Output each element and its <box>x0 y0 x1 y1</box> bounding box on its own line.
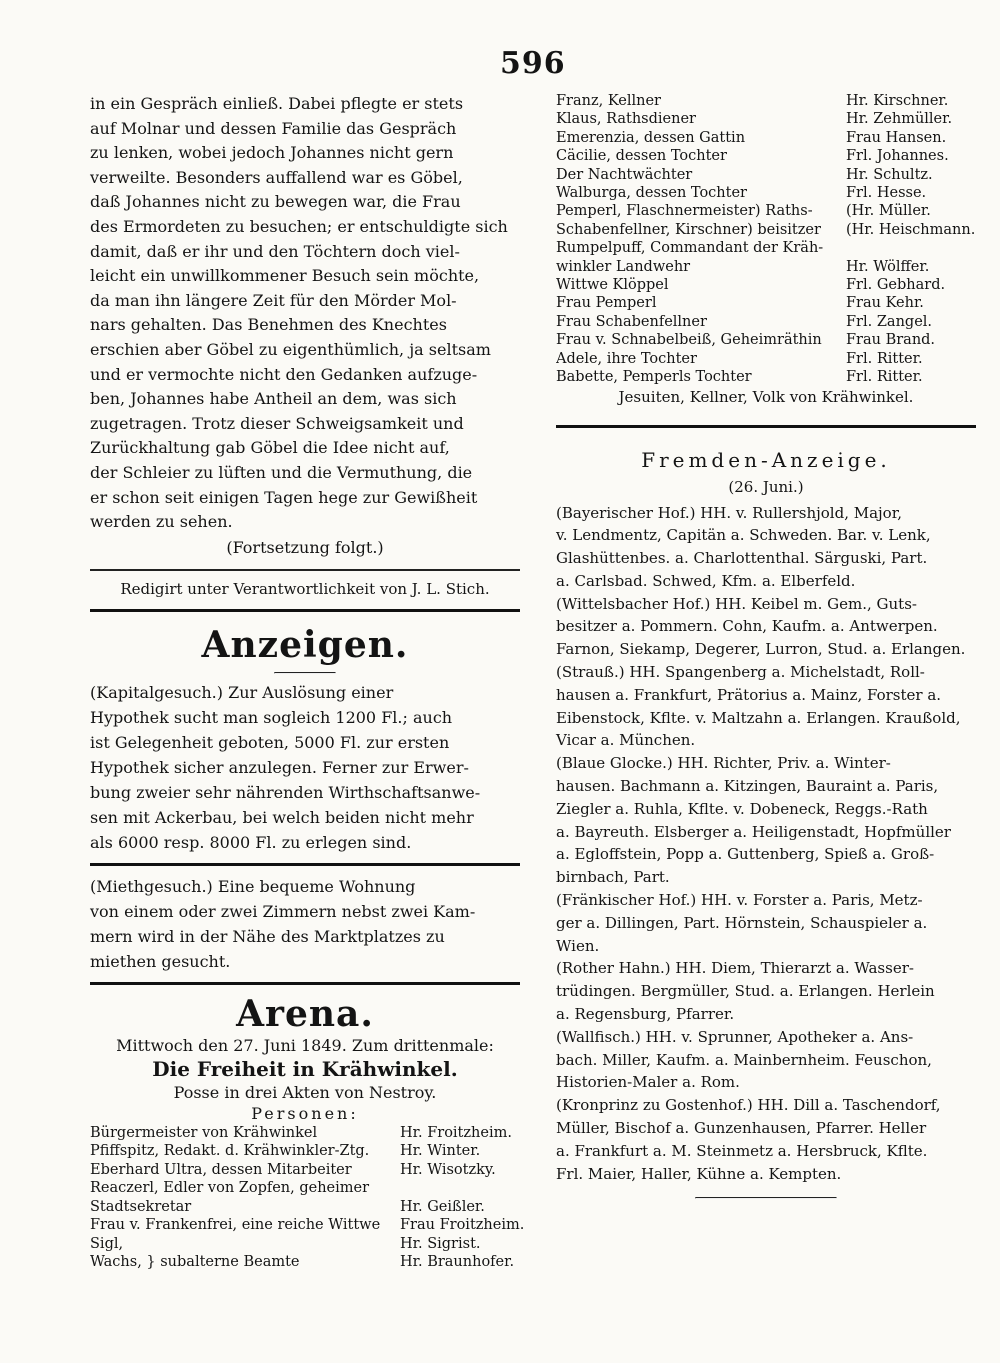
actor-name: Hr. Zehmüller. <box>846 111 953 128</box>
actor-name: (Hr. Heischmann. <box>846 221 976 238</box>
cast-footer: Jesuiten, Kellner, Volk von Krähwinkel. <box>618 387 914 406</box>
continued-note: (Fortsetzung folgt.) <box>226 537 384 557</box>
actor-name: Hr. Geißler. <box>400 1198 485 1215</box>
role-name: Wittwe Klöppel <box>556 277 669 294</box>
cast-row <box>556 184 976 202</box>
text-line: Glashüttenbes. a. Charlottenthal. Särguski, Part. <box>556 549 928 568</box>
actor-name <box>400 1179 520 1198</box>
divider <box>90 982 520 985</box>
text-line: (Blaue Glocke.) HH. Richter, Priv. a. Winter- <box>556 754 891 773</box>
cast-row <box>90 1161 520 1180</box>
actor-name: (Hr. Müller. <box>846 203 931 220</box>
actor-name: Frl. Zangel. <box>846 313 933 330</box>
role-name: Pfiffspitz, Redakt. d. Krähwinkler-Ztg. <box>90 1143 370 1160</box>
cast-row <box>556 331 976 349</box>
text-line: a. Regensburg, Pfarrer. <box>556 1005 735 1024</box>
text-line: Müller, Bischof a. Gunzenhausen, Pfarrer. Heller <box>556 1119 927 1138</box>
cast-row <box>556 258 976 276</box>
actor-name: Hr. Winter. <box>400 1143 481 1160</box>
page-number: 596 <box>500 46 566 81</box>
role-name: Babette, Pemperls Tochter <box>556 369 752 386</box>
text-line: hausen a. Frankfurt, Prätorius a. Mainz, Forster a. <box>556 685 942 704</box>
persons-label: Personen: <box>251 1103 359 1123</box>
role-name: Walburga, dessen Tochter <box>556 185 747 202</box>
cast-row <box>90 1216 525 1235</box>
divider <box>90 609 520 612</box>
arena-title: Arena. <box>236 992 374 1035</box>
role-name: winkler Landwehr <box>556 258 691 275</box>
text-line: trüdingen. Bergmüller, Stud. a. Erlangen. Herlein <box>556 982 935 1001</box>
text-line: a. Carlsbad. Schwed, Kfm. a. Elberfeld. <box>556 571 856 590</box>
text-line: (Bayerischer Hof.) HH. v. Rullershjold, Major, <box>556 503 903 522</box>
text-line: Ziegler a. Ruhla, Kflte. v. Dobeneck, Reggs.-Rath <box>556 799 928 818</box>
divider <box>274 672 336 674</box>
cast-row <box>90 1198 520 1217</box>
actor-name: Frl. Gebhard. <box>846 277 946 294</box>
role-name: Frau v. Frankenfrei, eine reiche Wittwe <box>90 1217 381 1234</box>
role-name: Frau Schabenfellner <box>556 313 707 330</box>
cast-row <box>556 92 976 110</box>
text-line: (Miethgesuch.) Eine bequeme Wohnung <box>90 876 416 896</box>
text-line: (Strauß.) HH. Spangenberg a. Michelstadt, Roll- <box>556 663 925 682</box>
actor-name <box>846 239 976 257</box>
text-line: ist Gelegenheit geboten, 5000 Fl. zur ersten <box>90 732 450 752</box>
actor-name: Frl. Ritter. <box>846 350 923 367</box>
role-name: Stadtsekretar <box>90 1198 192 1215</box>
role-name: Bürgermeister von Krähwinkel <box>90 1124 318 1141</box>
text-line: erschien aber Göbel zu eigenthümlich, ja seltsam <box>90 339 491 359</box>
text-line: als 6000 resp. 8000 Fl. zu erlegen sind. <box>90 832 412 852</box>
text-line: miethen gesucht. <box>90 951 231 971</box>
role-name: Cäcilie, dessen Tochter <box>556 148 727 165</box>
actor-name: Frl. Johannes. <box>846 148 949 165</box>
text-line: Farnon, Siekamp, Degerer, Lurron, Stud. a. Erlangen. <box>556 640 966 659</box>
actor-name: Frau Froitzheim. <box>400 1217 525 1234</box>
role-name: Pemperl, Flaschnermeister) Raths- <box>556 203 813 220</box>
editor-line: Redigirt unter Verantwortlichkeit von J. L. Stich. <box>120 579 490 598</box>
cast-row <box>556 350 976 368</box>
text-line: birnbach, Part. <box>556 868 670 887</box>
divider <box>695 1197 837 1199</box>
role-name: Reaczerl, Edler von Zopfen, geheimer <box>90 1180 370 1197</box>
role-name: Schabenfellner, Kirschner) beisitzer <box>556 221 821 238</box>
cast-row <box>556 221 976 239</box>
cast-row <box>90 1253 520 1272</box>
role-name: Sigl, <box>90 1235 124 1252</box>
ad-miethgesuch <box>90 874 520 974</box>
cast-row <box>556 276 976 294</box>
text-line: zu lenken, wobei jedoch Johannes nicht gern <box>90 143 454 163</box>
text-line: ger a. Dillingen, Part. Hörnstein, Schauspieler a. <box>556 913 928 932</box>
text-line: (Wallfisch.) HH. v. Sprunner, Apotheker a. Ans- <box>556 1027 914 1046</box>
cast-list-right <box>556 92 976 387</box>
cast-list-left <box>90 1124 525 1272</box>
text-line: Hypothek sucht man sogleich 1200 Fl.; auch <box>90 707 453 727</box>
play-title: Die Freiheit in Krähwinkel. <box>152 1056 458 1081</box>
role-name: Adele, ihre Tochter <box>556 350 697 367</box>
cast-row <box>556 368 976 386</box>
actor-name: Hr. Sigrist. <box>400 1235 481 1252</box>
role-name: Wachs, } subalterne Beamte <box>90 1254 300 1271</box>
cast-row <box>556 147 976 165</box>
cast-row <box>556 110 976 128</box>
left-column <box>90 92 525 1272</box>
text-line: (Wittelsbacher Hof.) HH. Keibel m. Gem., Guts- <box>556 594 917 613</box>
role-name: Rumpelpuff, Commandant der Kräh- <box>556 240 824 257</box>
actor-name: Hr. Kirschner. <box>846 93 949 109</box>
text-line: (Kronprinz zu Gostenhof.) HH. Dill a. Taschendorf, <box>556 1096 941 1115</box>
text-line: Vicar a. München. <box>556 731 696 750</box>
right-column <box>556 92 976 1205</box>
text-line: zugetragen. Trotz dieser Schweigsamkeit und <box>90 413 464 433</box>
actor-name: Frl. Ritter. <box>846 369 923 386</box>
actor-name: Hr. Braunhofer. <box>400 1254 515 1271</box>
text-line: (Kapitalgesuch.) Zur Auslösung einer <box>90 682 394 702</box>
role-name: Franz, Kellner <box>556 93 661 109</box>
text-line: daß Johannes nicht zu bewegen war, die Frau <box>90 192 461 212</box>
text-line: Historien-Maler a. Rom. <box>556 1073 740 1092</box>
cast-row <box>556 294 976 312</box>
story-continuation <box>90 92 520 535</box>
text-line: Frl. Maier, Haller, Kühne a. Kempten. <box>556 1164 842 1183</box>
text-line: a. Frankfurt a. M. Steinmetz a. Hersbruck, Kflte. <box>556 1141 928 1160</box>
cast-row <box>556 202 976 220</box>
text-line: Wien. <box>556 936 600 955</box>
actor-name: Frl. Hesse. <box>846 185 927 202</box>
divider <box>90 569 520 571</box>
text-line: besitzer a. Pommern. Cohn, Kaufm. a. Antwerpen. <box>556 617 938 636</box>
text-line: nars gehalten. Das Benehmen des Knechtes <box>90 315 447 335</box>
cast-row <box>556 166 976 184</box>
fremden-title: Fremden-Anzeige. <box>641 447 891 472</box>
ads-heading: Anzeigen. <box>201 623 409 666</box>
actor-name: Hr. Froitzheim. <box>400 1124 512 1141</box>
role-name: Eberhard Ultra, dessen Mitarbeiter <box>90 1161 352 1178</box>
text-line: mern wird in der Nähe des Marktplatzes zu <box>90 926 445 946</box>
fremden-date: (26. Juni.) <box>728 477 804 496</box>
actor-name: Frau Brand. <box>846 332 936 349</box>
text-line: ben, Johannes habe Antheil an dem, was sich <box>90 389 457 409</box>
cast-row <box>90 1142 520 1161</box>
text-line: Hypothek sicher anzulegen. Ferner zur Erwer- <box>90 757 469 777</box>
text-line: des Ermordeten zu besuchen; er entschuldigte sich <box>90 216 508 236</box>
text-line: der Schleier zu lüften und die Vermuthung, die <box>90 462 473 482</box>
text-line: (Fränkischer Hof.) HH. v. Forster a. Paris, Metz- <box>556 891 923 910</box>
role-name: Frau v. Schnabelbeiß, Geheimräthin <box>556 332 822 349</box>
role-name: Emerenzia, dessen Gattin <box>556 129 746 146</box>
cast-row <box>556 129 976 147</box>
text-line: sen mit Ackerbau, bei welch beiden nicht mehr <box>90 807 474 827</box>
text-line: in ein Gespräch einließ. Dabei pflegte er stets <box>90 94 464 113</box>
text-line: Zurückhaltung gab Göbel die Idee nicht auf, <box>90 438 450 458</box>
text-line: a. Bayreuth. Elsberger a. Heiligenstadt, Hopfmüller <box>556 822 951 841</box>
text-line: verweilte. Besonders auffallend war es Göbel, <box>90 167 463 187</box>
text-line: damit, daß er ihr und den Töchtern doch viel- <box>90 241 460 261</box>
text-line: leicht ein unwillkommener Besuch sein möchte, <box>90 266 480 286</box>
cast-row <box>90 1179 520 1198</box>
actor-name: Frau Hansen. <box>846 129 947 146</box>
cast-row <box>90 1235 520 1254</box>
role-name: Frau Pemperl <box>556 295 657 312</box>
text-line: a. Egloffstein, Popp a. Guttenberg, Spieß a. Groß- <box>556 845 935 864</box>
cast-row <box>556 239 976 257</box>
arena-date: Mittwoch den 27. Juni 1849. Zum drittenmale: <box>116 1035 494 1055</box>
text-line: werden zu sehen. <box>90 512 233 532</box>
text-line: v. Lendmentz, Capitän a. Schweden. Bar. v. Lenk, <box>556 526 931 545</box>
actor-name: Hr. Wisotzky. <box>400 1161 496 1178</box>
actor-name: Hr. Schultz. <box>846 166 933 183</box>
text-line: er schon seit einigen Tagen hege zur Gewißheit <box>90 487 478 507</box>
actor-name: Frau Kehr. <box>846 295 924 312</box>
text-line: und er vermochte nicht den Gedanken aufzuge- <box>90 364 478 384</box>
cast-row <box>90 1124 520 1143</box>
text-line: (Rother Hahn.) HH. Diem, Thierarzt a. Wasser- <box>556 959 914 978</box>
cast-row <box>556 313 976 331</box>
role-name: Klaus, Rathsdiener <box>556 111 696 128</box>
text-line: bung zweier sehr nährenden Wirthschaftsanwe- <box>90 782 481 802</box>
text-line: bach. Miller, Kaufm. a. Mainbernheim. Feuschon, <box>556 1050 932 1069</box>
role-name: Der Nachtwächter <box>556 166 693 183</box>
text-line: hausen. Bachmann a. Kitzingen, Bauraint a. Paris, <box>556 777 939 796</box>
text-line: auf Molnar und dessen Familie das Gespräch <box>90 118 457 138</box>
text-line: von einem oder zwei Zimmern nebst zwei Kam- <box>90 901 476 921</box>
divider <box>556 425 976 428</box>
actor-name: Hr. Wölffer. <box>846 258 930 275</box>
play-subtitle: Posse in drei Akten von Nestroy. <box>173 1082 437 1102</box>
divider <box>90 863 520 866</box>
text-line: da man ihn längere Zeit für den Mörder Mol- <box>90 290 457 310</box>
text-line: Eibenstock, Kflte. v. Maltzahn a. Erlangen. Kraußold, <box>556 708 961 727</box>
ad-kapitalgesuch <box>90 680 520 855</box>
fremden-list <box>556 502 976 1186</box>
